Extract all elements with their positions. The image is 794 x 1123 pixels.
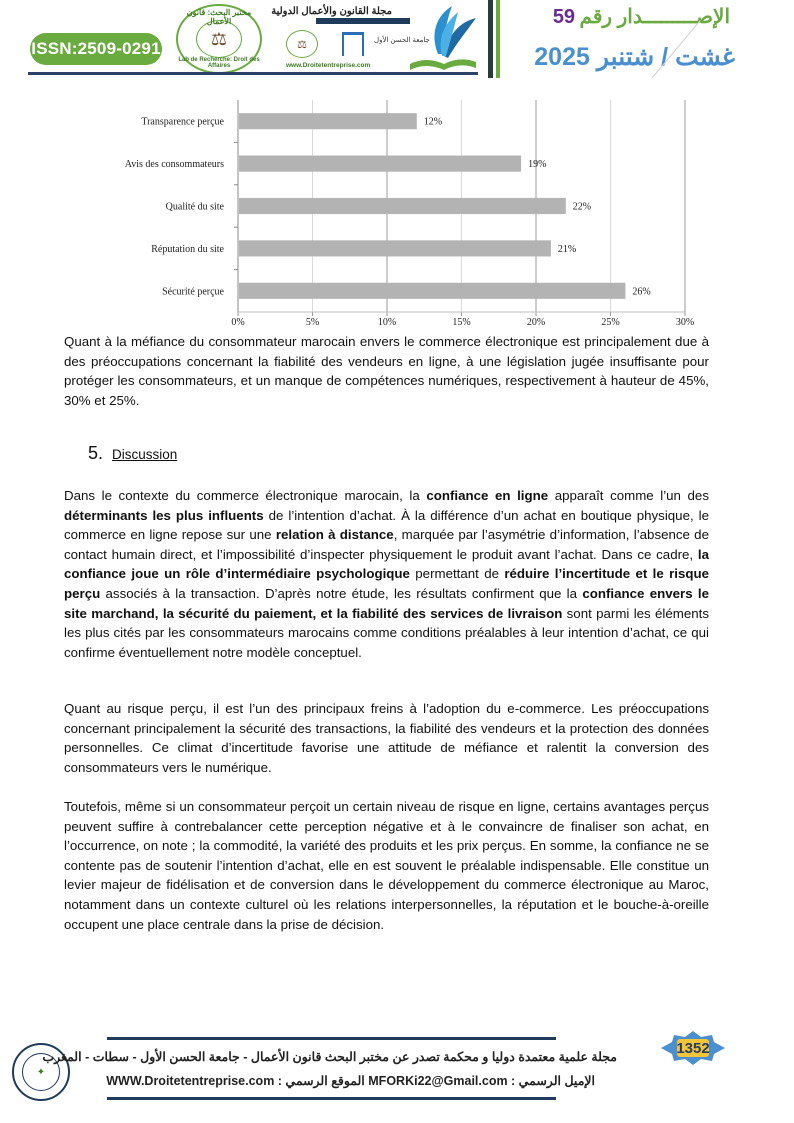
lab-seal-logo	[176, 4, 262, 74]
text-run: apparaît comme l’un des	[548, 488, 709, 503]
footer-contact-info: الإميل الرسمي : MFORKi22@Gmail.com الموقع الرسمي : WWW.Droitetentreprise.com	[106, 1074, 595, 1088]
issue-label: الإصـــــــــدار رقم	[579, 6, 730, 28]
bar	[239, 240, 551, 256]
university-emblem-icon	[342, 32, 364, 56]
section-number: 5.	[88, 443, 104, 463]
emphasized-text: la confiance joue un rôle d’intermédiaire psychologique	[64, 546, 709, 582]
emphasized-text: déterminants les plus influents	[64, 507, 264, 523]
category-label: Transparence perçue	[141, 116, 224, 128]
bar-chart	[60, 95, 740, 330]
issue-info	[520, 4, 730, 34]
footer-journal-description: مجلة علمية معتمدة دوليا و محكمة تصدر عن مختبر البحث قانون الأعمال - جامعة الحسن الأول - سطات - المغرب	[42, 1050, 617, 1064]
page-number: 1352	[676, 1039, 710, 1057]
footer-rule-bottom	[107, 1097, 556, 1100]
lab-seal-french-text: Lab de Recherche: Droit des Affaires	[178, 57, 260, 69]
paragraph-perceived-risk: Quant au risque perçu, il est l’un des principaux freins à l’adoption du e-commerce. Les préoccupations concernant principalement la sécurité des transactions, la fiabilité des vendeurs et la protection des données personnelles. Ce climat d’incertitude favorise une attitude de méfiance et ralentit la conversion des consommateurs vers le numérique.	[64, 701, 709, 775]
x-tick-label: 15%	[452, 317, 471, 328]
text-run: sont parmi les éléments les plus cités par les consommateurs marocains comme conditions préalables à leur intention d’achat, ce qui confirme éventuellement notre modèle conceptuel.	[64, 605, 709, 660]
category-label: Réputation du site	[151, 243, 224, 255]
x-tick-label: 20%	[526, 317, 546, 328]
paragraph-online-trust	[64, 486, 709, 662]
bar	[239, 156, 521, 172]
lab-seal-arabic-text: مختبر البحث: قانون الأعمال	[186, 8, 252, 26]
mini-seal-icon: ⚖	[286, 30, 318, 58]
text-run: permettant de	[409, 566, 505, 582]
emphasized-text: relation à distance	[275, 527, 394, 543]
x-tick-label: 10%	[377, 317, 397, 328]
emphasized-text: confiance envers le site marchand, la sécurité du paiement, et la fiabilité des services de livraison	[64, 585, 709, 621]
text-run: Dans le contexte du commerce électronique marocain, la	[64, 488, 427, 503]
category-label: Sécurité perçue	[162, 286, 224, 298]
paragraph-perceived-benefits: Toutefois, même si un consommateur perçoit un certain niveau de risque en ligne, certains avantages perçus peuvent suffire à contrebalancer cette perception négative et à le convaincre de finaliser son achat, en l’occurrence, on note ; la commodité, la variété des produits et les prix perçus. En somme, la confiance ne se contente pas de soutenir l’intention d’achat, elle en est souvent le préalable indispensable. Elle constitue un levier majeur de fidélisation et de conversion dans le développement du commerce électronique au Maroc, notamment dans un contexte culturel où les relations interpersonnelles, la réputation et le bouche-à-oreille occupent une place centrale dans la prise de décision.	[64, 799, 709, 932]
header-divider-dark	[488, 0, 493, 78]
category-label: Avis des consommateurs	[124, 159, 224, 171]
footer-rule-top	[107, 1037, 556, 1040]
bar	[239, 283, 625, 299]
emphasized-text: confiance en ligne	[426, 488, 549, 503]
open-book-icon	[408, 4, 478, 72]
header-divider-green	[496, 0, 500, 78]
journal-band	[316, 18, 410, 24]
journal-logo	[271, 4, 478, 72]
x-tick-label: 5%	[305, 317, 320, 328]
data-label: 19%	[528, 159, 547, 171]
journal-title: مجلة القانون والأعمال الدولية	[271, 6, 392, 17]
section-heading	[88, 443, 177, 464]
bar	[239, 198, 566, 214]
footer-seal-emblem-icon: ✦	[22, 1053, 60, 1091]
paragraph-mistrust: Quant à la méfiance du consommateur marocain envers le commerce électronique est principalement due à des préoccupations concernant la fiabilité des vendeurs en ligne, à une législation jugée insuffisante pour protéger les consommateurs, et un manque de compétences numériques, respectivement à hauteur de 45%, 30% et 25%.	[64, 334, 709, 408]
text-run: , marquée par l’asymétrie d’information, l’absence de contact humain direct, et l’impossibilité d’inspecter physiquement le produit avant l’achat. Dans ce cadre,	[64, 527, 709, 562]
x-tick-label: 25%	[601, 317, 620, 328]
data-label: 26%	[632, 286, 651, 298]
issue-date: غشت / شتنبر 2025	[534, 43, 735, 71]
x-tick-label: 0%	[231, 317, 245, 328]
page-header	[0, 0, 794, 80]
section-title: Discussion	[112, 447, 178, 462]
header-rule	[28, 72, 478, 75]
university-name: جامعة الحسن الأول	[374, 37, 430, 44]
text-run: associés à la transaction. D’après notre étude, les résultats confirment que la	[100, 585, 583, 601]
issue-number: 59	[552, 6, 576, 28]
data-label: 21%	[557, 243, 577, 255]
emphasized-text: réduire l’incertitude et le risque perçu	[64, 566, 709, 601]
chart-svg	[60, 95, 740, 330]
data-label: 12%	[423, 116, 443, 128]
issn-badge: ISSN:2509-0291	[30, 33, 162, 65]
text-run: de l’intention d’achat. À la différence d’un achat en boutique physique, le commerce en ligne repose sur une	[64, 507, 709, 543]
data-label: 22%	[572, 201, 592, 213]
scales-of-justice-icon: ⚖	[196, 20, 242, 58]
x-tick-label: 30%	[675, 317, 695, 328]
category-label: Qualité du site	[165, 201, 224, 213]
bar	[239, 113, 417, 129]
journal-url: www.Droitetentreprise.com	[286, 62, 371, 69]
